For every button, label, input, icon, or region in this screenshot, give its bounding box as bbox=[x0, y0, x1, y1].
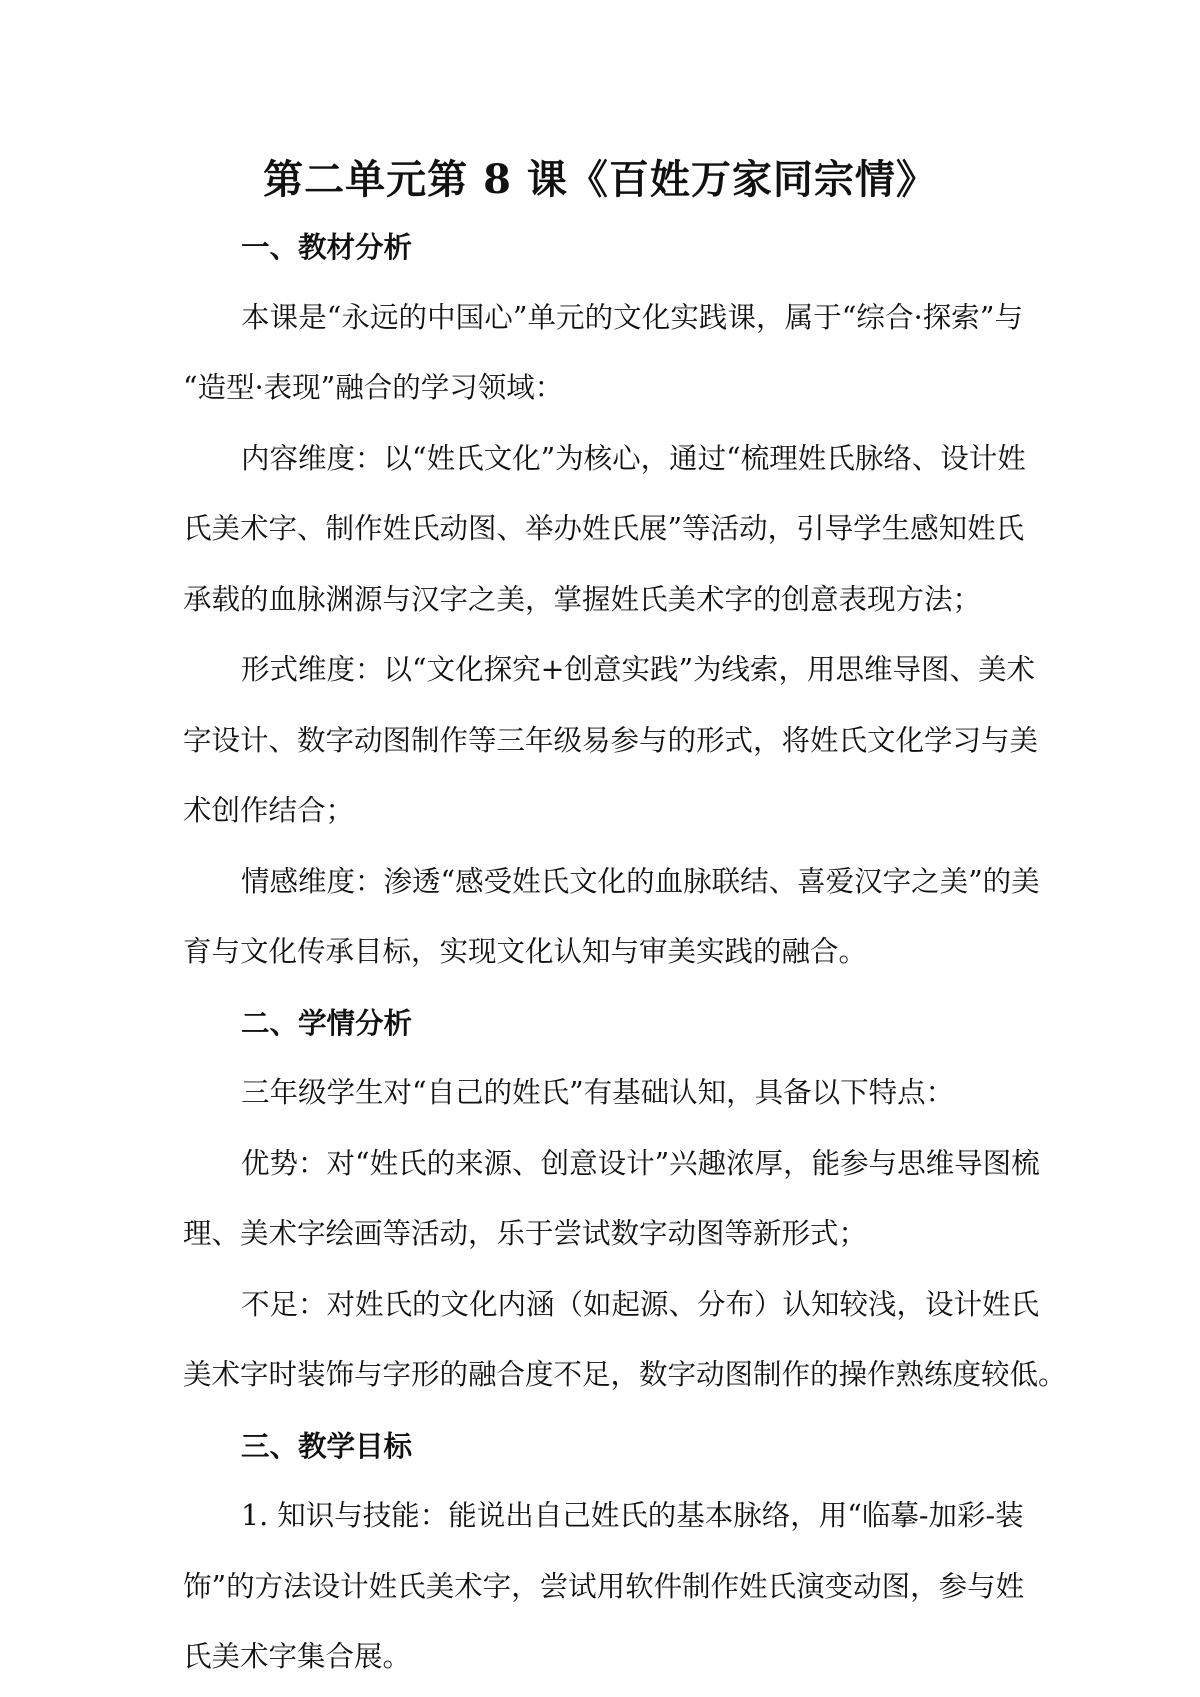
paragraph-line: 理、美术字绘画等活动，乐于尝试数字动图等新形式； bbox=[183, 1217, 868, 1250]
paragraph-line: 本课是“永远的中国心”单元的文化实践课，属于“综合·探索”与 bbox=[241, 300, 1023, 334]
paragraph-line: 氏美术字、制作姓氏动图、举办姓氏展”等活动，引导学生感知姓氏 bbox=[183, 512, 1025, 545]
section-heading-textbook-analysis: 一、教材分析 bbox=[241, 230, 413, 264]
paragraph-line: 术创作结合； bbox=[183, 794, 355, 827]
paragraph-line: 形式维度：以“文化探究+创意实践”为线索，用思维导图、美术 bbox=[241, 653, 1036, 686]
paragraph-line: 情感维度：渗透“感受姓氏文化的血脉联结、喜爱汉字之美”的美 bbox=[241, 864, 1040, 898]
paragraph-line: 美术字时装饰与字形的融合度不足，数字动图制作的操作熟练度较低。 bbox=[183, 1358, 1067, 1391]
paragraph-line: 氏美术字集合展。 bbox=[183, 1640, 412, 1673]
document-title: 第二单元第 8 课《百姓万家同宗情》 bbox=[263, 156, 937, 203]
paragraph-line: “造型·表现”融合的学习领域： bbox=[183, 371, 564, 404]
section-heading-teaching-goals: 三、教学目标 bbox=[241, 1428, 413, 1463]
paragraph-line: 育与文化传承目标，实现文化认知与审美实践的融合。 bbox=[183, 935, 868, 968]
paragraph-line: 字设计、数字动图制作等三年级易参与的形式，将姓氏文化学习与美 bbox=[183, 723, 1039, 757]
paragraph-line: 饰”的方法设计姓氏美术字，尝试用软件制作姓氏演变动图，参与姓 bbox=[183, 1569, 1025, 1603]
section-heading-student-analysis: 二、学情分析 bbox=[241, 1005, 413, 1040]
paragraph-line: 不足：对姓氏的文化内涵（如起源、分布）认知较浅，设计姓氏 bbox=[241, 1287, 1040, 1321]
paragraph-line: 1. 知识与技能：能说出自己姓氏的基本脉络，用“临摹-加彩-装 bbox=[241, 1499, 1024, 1532]
document-body bbox=[183, 212, 1067, 1693]
paragraph-line: 三年级学生对“自己的姓氏”有基础认知，具备以下特点： bbox=[241, 1076, 955, 1109]
paragraph-line: 承载的血脉渊源与汉字之美，掌握姓氏美术字的创意表现方法； bbox=[183, 582, 982, 616]
paragraph-line: 优势：对“姓氏的来源、创意设计”兴趣浓厚，能参与思维导图梳 bbox=[241, 1146, 1040, 1180]
paragraph-line: 内容维度：以“姓氏文化”为核心，通过“梳理姓氏脉络、设计姓 bbox=[241, 441, 1026, 475]
